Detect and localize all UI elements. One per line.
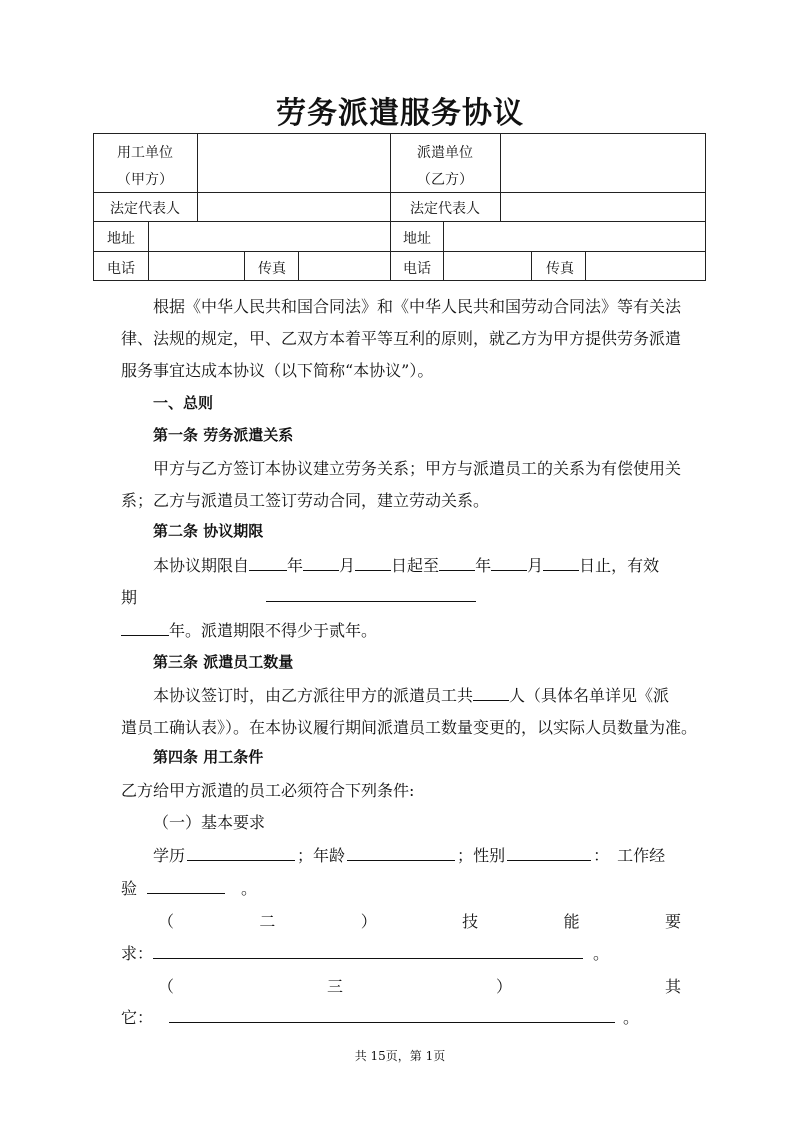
term-text-end: 日止，有效 [579,556,660,575]
article-3-title: 第三条 派遣员工数量 [153,653,294,671]
skill-char: 能 [563,912,580,931]
staff-count-unit: 人（具体名单详见《派 [509,686,670,705]
table-col-divider [585,251,586,280]
table-col-divider [443,221,444,280]
employer-party-label: （甲方） [117,172,173,188]
intro-line-3: 服务事宜达成本协议（以下简称“本协议”）。 [121,361,434,380]
article-2-line-3 [121,618,377,641]
article-4-line-1: 乙方给甲方派遣的员工必须符合下列条件: [121,781,415,800]
fax-label-a: 传真 [258,261,286,277]
table-row-divider [93,251,706,252]
experience-label-end: 验 [121,879,138,898]
table-row-divider [93,192,706,193]
table-col-divider [148,221,149,280]
legal-rep-label-b: 法定代表人 [410,201,480,217]
article-1-line-2: 系；乙方与派遣员工签订劳动合同，建立劳动关系。 [121,491,490,510]
gender-label: 性别 [473,846,506,865]
age-blank[interactable] [347,846,455,861]
table-col-divider [197,133,198,221]
table-border-bottom [93,280,706,281]
table-border-right [705,133,706,281]
period: 。 [593,944,610,963]
article-3-line-1 [153,683,669,706]
article-2-line-2: 期 [121,588,138,607]
intro-line-2: 律、法规的规定，甲、乙双方本着平等互利的原则，就乙方为甲方提供劳务派遣 [121,329,682,348]
other-char: ） [495,977,512,996]
start-month-blank[interactable] [303,556,339,571]
age-label: 年龄 [313,846,346,865]
skill-char: 要 [664,912,681,931]
staff-count-text: 本协议签订时，由乙方派往甲方的派遣员工共 [153,686,474,705]
requirements-line-2 [121,876,257,899]
table-row-divider [93,221,706,222]
start-year-blank[interactable] [249,556,287,571]
address-label-b: 地址 [403,231,431,247]
phone-label-a: 电话 [107,261,135,277]
validity-years-blank[interactable] [121,621,169,636]
table-col-divider [531,251,532,280]
table-border-top [93,133,706,134]
basic-requirements-heading: （一）基本要求 [153,813,266,832]
dispatcher-party-label: （乙方） [417,172,473,188]
skill-char: 二 [259,912,276,931]
party-info-table [93,133,706,281]
skill-char: （ [158,912,175,931]
skill-requirements-heading [158,909,681,932]
article-4-title: 第四条 用工条件 [153,748,264,766]
skill-char: ） [360,912,377,931]
unit-year: 年 [475,556,492,575]
other-char: （ [158,977,175,996]
term-text-to: 日起至 [391,556,440,575]
validity-period-blank[interactable] [266,601,476,602]
end-month-blank[interactable] [491,556,527,571]
gender-blank[interactable] [507,846,591,861]
table-col-divider [500,133,501,221]
other-char: 其 [664,977,681,996]
unit-year: 年 [287,556,304,575]
separator: ； [297,846,314,865]
article-2-title: 第二条 协议期限 [153,522,264,540]
skill-label: 求： [121,944,154,963]
unit-month: 月 [339,556,356,575]
article-2-line-1 [153,553,659,576]
unit-month: 月 [527,556,544,575]
employer-label: 用工单位 [117,145,173,161]
separator: ； [457,846,474,865]
skill-char: 技 [462,912,479,931]
education-label: 学历 [153,846,186,865]
page-footer: 共 15页，第 1页 [354,1049,446,1063]
article-1-line-1: 甲方与乙方签订本协议建立劳务关系；甲方与派遣员工的关系为有偿使用关 [153,459,682,478]
education-blank[interactable] [187,846,295,861]
experience-blank[interactable] [147,879,225,894]
validity-years-text: 年。派遣期限不得少于贰年。 [169,621,378,640]
staff-count-blank[interactable] [473,686,509,701]
other-blank[interactable] [169,1008,615,1023]
table-col-divider [244,251,245,280]
other-char: 三 [326,977,343,996]
fax-label-b: 传真 [546,261,574,277]
article-3-line-2: 遣员工确认表》）。在本协议履行期间派遣员工数量变更的，以实际人员数量为准。 [121,718,698,737]
phone-label-b: 电话 [403,261,431,277]
skill-requirements-line [121,941,609,964]
legal-rep-label-a: 法定代表人 [110,201,180,217]
skill-blank[interactable] [153,944,583,959]
start-day-blank[interactable] [355,556,391,571]
address-label-a: 地址 [107,231,135,247]
requirements-line [153,843,665,866]
period: 。 [623,1008,640,1027]
other-label: 它： [121,1008,154,1027]
end-day-blank[interactable] [543,556,579,571]
article-1-title: 第一条 劳务派遣关系 [153,426,294,444]
end-year-blank[interactable] [439,556,475,571]
section-general: 一、总则 [153,394,214,412]
table-col-divider [298,251,299,280]
term-text-from: 本协议期限自 [153,556,250,575]
intro-line-1: 根据《中华人民共和国合同法》和《中华人民共和国劳动合同法》等有关法 [153,297,682,316]
period: 。 [241,879,258,898]
separator: ： [593,846,610,865]
dispatcher-label: 派遣单位 [417,145,473,161]
experience-label: 工作经 [617,846,666,865]
document-title: 劳务派遣服务协议 [276,96,524,131]
other-requirements-heading [158,974,681,997]
other-requirements-line [121,1005,639,1028]
